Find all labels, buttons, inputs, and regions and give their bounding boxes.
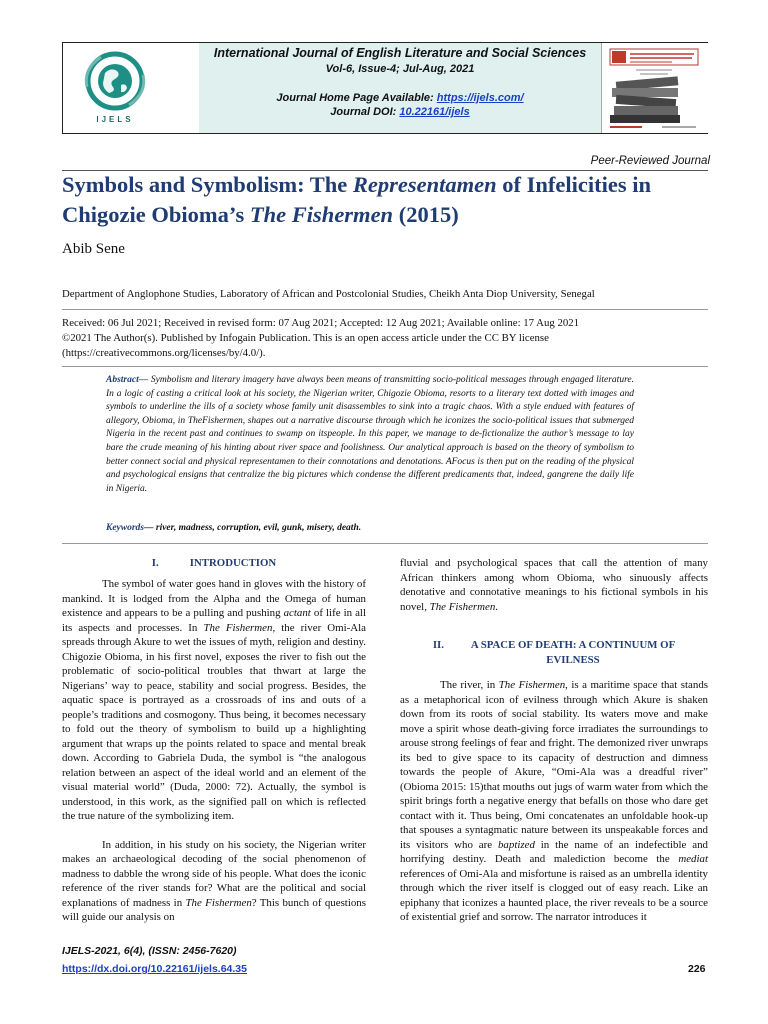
paragraph: The symbol of water goes hand in gloves with the history of mankind. It is lodged from the Alpha and the Omega of human existence and appears to be a pulling and pushing actant of life in all its aspects and processes. In The Fishermen, the river Omi-Ala spreads through Akure to wet the issues of myth, religion and destiny. Chigozie Obioma, in his first novel, exposes the river to fish out the problematic of socio-political troubles that thwart at large the Nigerians’ way to peace, stability and social progress. Besides, the aquatic space is portrayed as a crossroads of ins and outs of a people’s traditions and cosmogony. Thus being, it becomes necessary to fold out the theory of symbolism to build up a highlighting argument that wraps up the points related to space and mental break down. According to Gabriela Duda, the symbol is “the analogous relation between an aspect of the ideal world and an element of the visual material world” (Duda, 2000: 72). Actually, the symbol is understood, in this work, as the signified pall on which is reflected the true nature of the symbolizing item. xyxy=(62,578,367,822)
affiliation-rule xyxy=(62,309,708,310)
left-column xyxy=(62,556,366,925)
home-page-line xyxy=(199,92,601,104)
peer-reviewed-label: Peer-Reviewed Journal xyxy=(590,155,710,167)
history-rule xyxy=(62,366,708,367)
journal-logo xyxy=(63,43,199,133)
section-two-body xyxy=(400,678,708,925)
article-title xyxy=(62,170,722,230)
section-title-continued: EVILNESS xyxy=(546,654,600,666)
home-page-label: Journal Home Page Available: xyxy=(276,92,437,104)
paragraph: In addition, in his study on his society, the Nigerian writer makes an archaeological decoding of the social phenomenon of madness to dabble the wrong side of his people. What does the iconic reference of the river stands for? What are the political and social explanations of madness in The Fishermen? This bunch of questions will guide our analysis on xyxy=(62,838,366,923)
journal-title: International Journal of English Literature and Social Sciences xyxy=(213,46,587,60)
author-name: Abib Sene xyxy=(62,241,125,257)
title-italic-part: Representamen xyxy=(352,172,497,197)
paragraph: fluvial and psychological spaces that call the attention of many African thinkers among whom Obioma, who sinuously affects denotative and connotative meanings to his fictional symbols in his novel, The Fishermen. xyxy=(400,557,708,613)
section-number: II. xyxy=(432,639,444,651)
paragraph: The river, in The Fishermen, is a maritime space that stands as a metaphorical icon of evilness through which Akure is shaken down from its roots of social stability. Its waters move and make move a spirit whose death-giving force irradiates the surroundings to arouse strong feelings of fear and fright. The demonized river unwraps its bed to give space to its capacity of destruction and dimness towards the people of Akure, “Omi-Ala was a dreadful river” (Obioma 2015: 15)that mouths out jugs of warm water from which the spirit brings forth a negative energy that befalls on those who dare get contact with it. Thus being, Omi concatenates an unfoldable hook-up that spouses a syntagmatic nature between its unspeakable forces and its visitors who are baptized in the name of an indefectible and horrifying destiny. Death and malediction become the mediat references of Omi-Ala and misfortune is raised as an umbrella identity through which the river itself is clogged out of easy reach. Like an epiphany that iconizes a haunted place, the river reveals to be a source of existential grief and sorrow. The narrator introduces it xyxy=(400,679,708,923)
author-affiliation: Department of Anglophone Studies, Laboratory of African and Postcolonial Studies, Cheikh Anta Diop University, Senegal xyxy=(62,288,595,300)
title-part: Symbols and Symbolism: The xyxy=(62,172,353,197)
article-dates: Received: 06 Jul 2021; Received in revised form: 07 Aug 2021; Accepted: 12 Aug 2021; Available online: 17 Aug 2021 xyxy=(62,317,580,329)
abstract-text: Symbolism and literary imagery have always been means of transmitting socio-political messages through engaged literature. In a logic of casting a critical look at his society, the Nigerian writer, Chigozie Obioma, resorts to a literary text dotted with images and symbols to underline the ills of a society whose family unit disassembles to sink into a tragic chaos. With a style endued with features of allegory, Obioma, in TheFishermen, shapes out a narrative discourse through which he iconizes the socio-political issues that submerged Nigeria in the recent past and continues to swamp on itspeople. In this paper, we manage to de-fictionalize the author’s message to lay bare the crude meaning of his hinting about river space and foolishness. Our analytical approach is based on the theory of symbolism to better connect social and physical representamen to their connotations and denotations. AFocus is then put on the reading of the physical and psychological ensigns that centralize the big pictures which condense the different predicaments that, indeed, gangrene the daily life in Nigeria. xyxy=(106,375,634,494)
right-column xyxy=(400,556,708,925)
title-italic-part: The Fishermen xyxy=(249,202,394,227)
journal-cover-image xyxy=(601,43,708,133)
journal-doi-link[interactable]: 10.22161/ijels xyxy=(399,106,470,118)
logo-text: IJELS xyxy=(96,115,134,124)
article-history xyxy=(62,316,712,361)
banner-text xyxy=(199,43,601,133)
section-title: INTRODUCTION xyxy=(189,557,277,569)
article-doi-link[interactable]: https://dx.doi.org/10.22161/ijels.64.35 xyxy=(62,963,247,975)
journal-banner xyxy=(62,42,708,134)
section-number: I. xyxy=(151,557,159,569)
issue-info: Vol-6, Issue-4; Jul-Aug, 2021 xyxy=(325,63,475,75)
citation-text: IJELS-2021, 6(4), (ISSN: 2456-7620) xyxy=(62,945,237,957)
introduction-continued xyxy=(400,556,708,614)
footer-doi xyxy=(62,963,247,975)
abstract-label: Abstract— xyxy=(106,375,149,385)
section-title: A SPACE OF DEATH: A CONTINUUM OF xyxy=(470,639,676,651)
section-heading-space-of-death xyxy=(400,638,708,668)
keywords-list: — river, madness, corruption, evil, gunk, misery, death. xyxy=(144,523,362,533)
page-number: 226 xyxy=(688,963,706,975)
keywords-label: Keywords xyxy=(106,523,144,533)
section-heading-introduction xyxy=(62,556,366,571)
footer-citation xyxy=(62,945,237,957)
journal-doi-line xyxy=(199,106,601,118)
book-stack-icon xyxy=(602,43,706,133)
abstract xyxy=(106,374,634,496)
title-part: (2015) xyxy=(393,202,459,227)
license-link[interactable]: (https://creativecommons.org/licenses/by/4.0/). xyxy=(62,347,266,359)
introduction-body xyxy=(62,577,366,925)
title-part: of Infelicities in Chigozie Obioma’s xyxy=(62,172,652,227)
abstract-rule xyxy=(62,543,708,544)
home-page-link[interactable]: https://ijels.com/ xyxy=(436,92,524,104)
copyright-notice: ©2021 The Author(s). Published by Infogain Publication. This is an open access article under the CC BY license xyxy=(62,332,549,344)
keywords xyxy=(106,523,634,533)
journal-doi-label: Journal DOI: xyxy=(330,106,400,118)
